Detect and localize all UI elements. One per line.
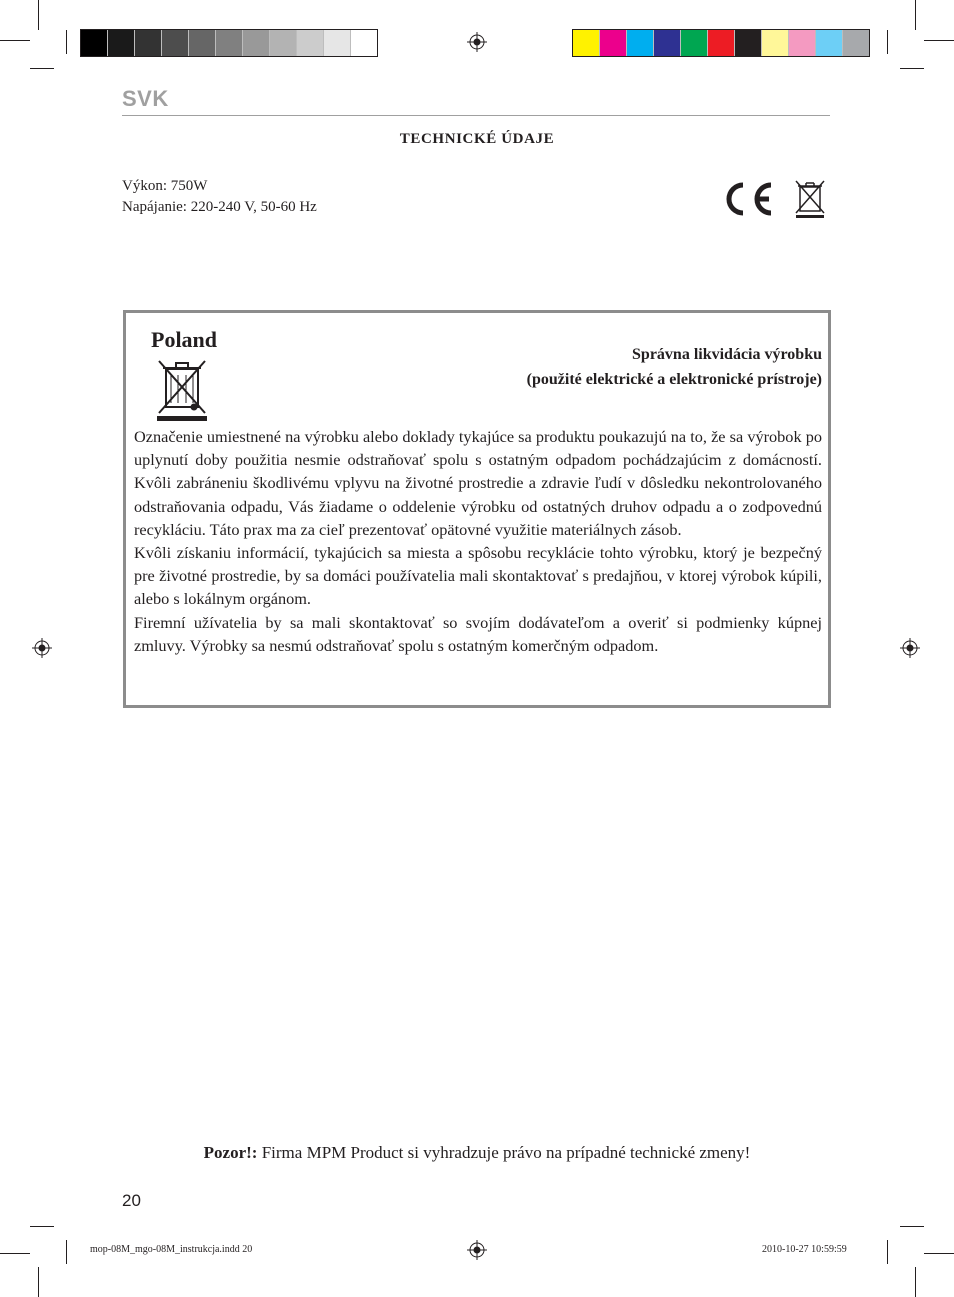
crop-mark	[915, 1267, 916, 1297]
crop-mark	[30, 68, 54, 69]
crop-mark	[66, 30, 67, 54]
crop-mark	[66, 1240, 67, 1264]
notice	[0, 1143, 954, 1163]
color-swatch	[162, 30, 189, 56]
color-swatch	[708, 30, 735, 56]
ce-mark-icon	[720, 180, 774, 218]
color-swatch	[108, 30, 135, 56]
disposal-paragraph: Označenie umiestnené na výrobku alebo doklady tykajúce sa produktu poukazujú na to, že sa výrobok po uplynutí doby použitia nesmie odstraňovať spolu s ostatným odpadom pochádzajúcim z domácností. Kvôli zabráneniu škodlivému vplyvu na životné prostredie a zdravie ľudí v dôsledku nekontrolovaného odstraňovania odpadu, Vás žiadame o oddelenie výrobku od ostatných druhov odpadu a o zodpovednú recykláciu. Táto prax ma za cieľ prezentovať opätovné využitie materiálnych zásob.	[134, 427, 822, 539]
page-number: 20	[122, 1191, 141, 1210]
color-swatch	[789, 30, 816, 56]
crop-mark	[0, 1253, 30, 1254]
slug-datetime: 2010-10-27 10:59:59	[762, 1244, 847, 1255]
process-color-bar	[572, 29, 870, 57]
registration-mark-icon	[32, 638, 52, 658]
color-swatch	[189, 30, 216, 56]
color-swatch	[816, 30, 843, 56]
crop-mark	[30, 1226, 54, 1227]
color-swatch	[81, 30, 108, 56]
language-code: SVK	[122, 86, 169, 111]
color-swatch	[351, 30, 377, 56]
color-swatch	[243, 30, 270, 56]
crop-mark	[887, 1240, 888, 1264]
color-swatch	[735, 30, 762, 56]
grayscale-color-bar	[80, 29, 378, 57]
color-swatch	[324, 30, 351, 56]
color-swatch	[843, 30, 869, 56]
color-swatch	[297, 30, 324, 56]
color-swatch	[600, 30, 627, 56]
color-swatch	[681, 30, 708, 56]
disposal-heading: Správna likvidácia výrobku	[632, 346, 822, 363]
crop-mark	[924, 40, 954, 41]
country-label: Poland	[151, 327, 218, 352]
notice-label: Pozor!:	[203, 1143, 258, 1162]
crop-mark	[887, 30, 888, 54]
disposal-text	[134, 425, 822, 657]
registration-mark-icon	[900, 638, 920, 658]
color-swatch	[573, 30, 600, 56]
crop-mark	[924, 1253, 954, 1254]
color-swatch	[627, 30, 654, 56]
color-swatch	[762, 30, 789, 56]
crop-mark	[915, 0, 916, 30]
spec-power: Výkon: 750W	[122, 178, 208, 194]
slug-filename: mop-08M_mgo-08M_instrukcja.indd 20	[90, 1244, 253, 1255]
color-swatch	[654, 30, 681, 56]
disposal-subheading: (použité elektrické a elektronické prístroje)	[526, 371, 822, 388]
color-swatch	[270, 30, 297, 56]
crop-mark	[900, 68, 924, 69]
header-rule	[122, 115, 830, 116]
crop-mark	[38, 0, 39, 30]
registration-mark-icon	[467, 32, 487, 52]
crop-mark	[0, 40, 30, 41]
notice-text: Firma MPM Product si vyhradzuje právo na prípadné technické zmeny!	[257, 1143, 751, 1162]
color-swatch	[135, 30, 162, 56]
spec-supply: Napájanie: 220-240 V, 50-60 Hz	[122, 199, 317, 215]
disposal-info-box	[123, 310, 831, 708]
disposal-paragraph: Firemní užívatelia by sa mali skontaktovať so svojím dodávateľom a overiť si podmienky kúpnej zmluvy. Výrobky sa nesmú odstraňovať spolu s ostatným komerčným odpadom.	[134, 612, 822, 655]
disposal-paragraph: Kvôli získaniu informácií, tykajúcich sa miesta a spôsobu recyklácie tohto výrobku, ktorý je bezpečný pre životné prostredie, by sa domáci používatelia mali skontaktovať s predajňou, v ktorej výrobok kúpili, alebo s lokálnym orgánom.	[134, 543, 822, 609]
registration-mark-icon	[467, 1240, 487, 1260]
crop-mark	[900, 1226, 924, 1227]
crop-mark	[38, 1267, 39, 1297]
color-swatch	[216, 30, 243, 56]
section-title: TECHNICKÉ ÚDAJE	[399, 131, 555, 147]
crossed-bin-icon	[154, 357, 210, 421]
crossed-bin-icon	[794, 179, 826, 219]
